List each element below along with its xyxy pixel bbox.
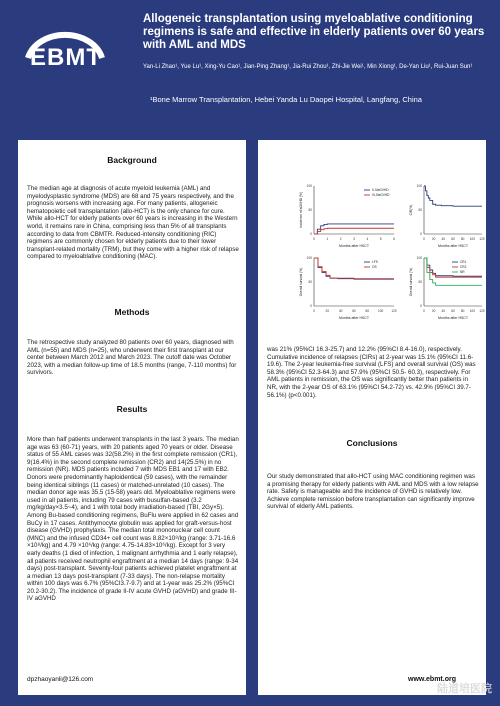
series-line-0 — [314, 258, 394, 279]
y-tick-label: 0 — [420, 304, 422, 308]
x-tick-label: 40 — [441, 237, 446, 241]
x-tick-label: 120 — [479, 237, 485, 241]
x-tick-label: 80 — [460, 309, 465, 313]
y-axis-label: CIR(%) — [409, 204, 413, 216]
x-tick-label: 120 — [391, 309, 397, 313]
results-title: Results — [116, 404, 148, 414]
x-axis-label: Months after HSCT — [339, 244, 369, 248]
conclusions-title: Conclusions — [346, 438, 398, 448]
x-tick-label: 20 — [325, 309, 330, 313]
x-tick-label: 5 — [379, 237, 382, 241]
watermark: 陆道培医院 — [437, 683, 492, 695]
y-tick-label: 100 — [416, 256, 422, 260]
legend-label: II-IVaGVHD — [372, 188, 389, 193]
y-axis-label: Overall survival (%) — [299, 267, 303, 297]
affiliation: ¹Bone Marrow Transplantation, Hebei Yanda Lu Daopei Hospital, Langfang, China — [150, 95, 422, 104]
cir-chart — [408, 180, 486, 250]
agvhd-chart-svg — [298, 180, 398, 250]
x-tick-label: 60 — [451, 309, 455, 313]
y-tick-label: 100 — [306, 184, 312, 188]
y-tick-label: 0 — [310, 232, 312, 236]
x-axis-label: Months after HSCT — [438, 244, 468, 248]
series-line-0 — [424, 186, 482, 206]
y-tick-label: 50 — [308, 280, 312, 284]
x-tick-label: 3 — [353, 237, 355, 241]
agvhd-chart — [298, 180, 398, 250]
x-tick-label: 40 — [338, 309, 343, 313]
poster-header — [0, 0, 500, 125]
x-tick-label: 6 — [393, 237, 395, 241]
logo-text: EBMT — [30, 44, 102, 71]
y-axis-label: Overall survival (%) — [409, 267, 413, 297]
x-tick-label: 40 — [441, 309, 446, 313]
contact-email[interactable]: dpzhaoyanli@126.com — [27, 676, 94, 683]
results-continued-text: was 21% (95%CI 16.3-25.7) and 12.2% (95%CI 8.4-16.0), respectively. Cumulative incidence of relapses (CIRs) at 2-year was 15.1% (95%CI 11.6-19.6). The 2-year leukemia-free survival (LFS) and overall survival (OS) was 58.3% (95%CI 52.3-64.3) and 57.9% (95%CI 50.5- 60.3), respectively. For AML patients in remission, the OS was significantly better than patients in NR, with the 2-year OS of 63.1% (95%CI 54.2-72) vs. 42.9% (95%CI 39.7-56.1%) (p<0.001). — [267, 346, 476, 399]
y-tick-label: 0 — [310, 304, 312, 308]
series-line-1 — [314, 228, 394, 234]
lfs-os-chart-svg — [298, 252, 398, 322]
x-tick-label: 2 — [339, 237, 342, 241]
legend-label: OS — [372, 265, 377, 270]
y-tick-label: 50 — [418, 208, 422, 212]
x-tick-label: 0 — [313, 309, 315, 313]
methods-title: Methods — [114, 307, 150, 317]
x-tick-label: 120 — [479, 309, 485, 313]
y-tick-label: 50 — [418, 280, 422, 284]
lfs-os-chart — [298, 252, 398, 322]
legend-label: LFS — [372, 260, 378, 265]
x-tick-label: 60 — [352, 309, 356, 313]
x-tick-label: 0 — [423, 309, 425, 313]
author-list: Yan-Li Zhao¹, Yue Lu¹, Xing-Yu Cao¹, Jian-Ping Zhang¹, Jia-Rui Zhou¹, Zhi-Jie Wei¹, Min Xiong¹, De-Yan Liu¹, Rui-Juan Sun¹ — [143, 64, 473, 70]
cir-chart-svg — [408, 180, 486, 250]
x-tick-label: 100 — [469, 237, 475, 241]
series-line-1 — [314, 258, 394, 279]
results-text: More than half patients underwent transplants in the last 3 years. The median age was 63 (60-71) years, with 20 patients aged 70 years or older. Disease status of 55 AML cases was 32(58.2%) in the first complete remission (CR1), 9(16.4%) in the second complete remission (CR2) and 14(25.5%) in no remission (NR). MDS patients included 7 with MDS EB1 and 17 with EB2. Donors were predominantly haploidentical (59 cases), with the remainder being identical siblings (11 cases) or matched-unrelated (10 cases). The median donor age was 35.5 (15-58) years old. Myeloablative regimens were used in all patients, including 79 cases with busulfan-based (3.2 mg/kg/day×3.5~4), and 1 with total body irradiation-based (TBI, 2Gy×5). Among Bu-based conditioning regimens, BuFlu were applied in 62 cases and BuCy in 17 cases. Antithymocyte globulin was applied for graft-versus-host disease (GVHD) prophylaxis. The median total mononuclear cell count (MNC) and the infused CD34+ cell count was 8.82×10⁸/kg (range: 3.71-16.6 ×10⁸/kg) and 4.79 ×10⁶/kg (range: 4.75-14.83×10⁶/kg). Except for 3 very early deaths (1 died of infection, 1 malignant arrhythmia and 1 early relapse), all patients received neutrophil engraftment at a median 14 days (range: 9-34 days) post-transplant. Seventy-four patients achieved platelet engraftment at a median 13 days post-transplant (7-33 days). The non-relapse mortality within 100 days was 6.7% (95%CI3.7-9.7) and at 1-year was 25.2% (95%CI 20.2-30.2). The incidence of grade II-IV acute GVHD (aGVHD) and grade III-IV aGVHD — [27, 436, 239, 603]
right-panel — [258, 140, 486, 695]
background-text: The median age at diagnosis of acute myeloid leukemia (AML) and myelodysplastic syndrome (MDS) are 68 and 75 years respectively, and the prognosis worsens with increasing age. For many patients, allogeneic hematopoietic cell transplantation (allo-HCT) is the only chance for cure. While allo-HCT for elderly patients over 60 years is increasing in the Western world, it remains rare in China, comprising less than 5% of all transplants according to data from CBMTR. Reduced-intensity conditioning (RIC) regimens are commonly chosen for elderly patients due to their lower transplant-related mortality (TRM), but they come with a higher risk of relapse compared to myeloablative conditioning (MAC). — [27, 185, 239, 261]
status-os-chart — [408, 252, 486, 322]
legend-label: CR2 — [460, 265, 467, 270]
series-line-1 — [424, 258, 482, 277]
x-tick-label: 4 — [366, 237, 369, 241]
methods-text: The retrospective study analyzed 80 patients over 60 years, diagnosed with AML (n=55) and MDS (n=25), who underwent their first transplant at our center between March 2012 and March 2023. The cutoff date was October 2023, with a median follow-up time of 18.5 months (range, 7-110 months) for survivors. — [27, 339, 237, 377]
poster-title: Allogeneic transplantation using myeloablative conditioning regimens is safe and effective in elderly patients over 60 years with AML and MDS — [143, 13, 485, 51]
x-tick-label: 80 — [460, 237, 465, 241]
x-tick-label: 20 — [431, 237, 436, 241]
y-axis-label: Incidence of aGVHD (%) — [299, 191, 303, 229]
x-tick-label: 1 — [326, 237, 329, 241]
background-title: Background — [107, 155, 157, 165]
x-tick-label: 20 — [431, 309, 436, 313]
conclusions-text: Our study demonstrated that allo-HCT using MAC conditioning regimen was a promising therapy for elderly patients with AML and MDS with a low relapse rate. Safety is manageable and the incidence of GVHD is relatively low. Achieve complete remission before transplantation can significantly improve survival of elderly AML patients. — [267, 473, 479, 511]
x-tick-label: 0 — [313, 237, 315, 241]
x-axis-label: Months after HSCT — [339, 316, 369, 320]
y-tick-label: 0 — [420, 232, 422, 236]
x-tick-label: 80 — [365, 309, 370, 313]
status-os-chart-svg — [408, 252, 486, 322]
x-axis-label: Months after HSCT — [438, 316, 468, 320]
y-tick-label: 100 — [416, 184, 422, 188]
x-tick-label: 100 — [378, 309, 384, 313]
y-tick-label: 100 — [306, 256, 312, 260]
legend-label: NR — [460, 270, 465, 275]
x-tick-label: 0 — [423, 237, 425, 241]
x-tick-label: 60 — [451, 237, 455, 241]
x-tick-label: 100 — [469, 309, 475, 313]
left-panel — [18, 140, 246, 695]
ebmt-url[interactable]: www.ebmt.org — [408, 676, 456, 683]
legend-label: III-IVaGVHD — [372, 193, 390, 198]
y-tick-label: 50 — [308, 208, 312, 212]
legend-label: CR1 — [460, 260, 467, 265]
